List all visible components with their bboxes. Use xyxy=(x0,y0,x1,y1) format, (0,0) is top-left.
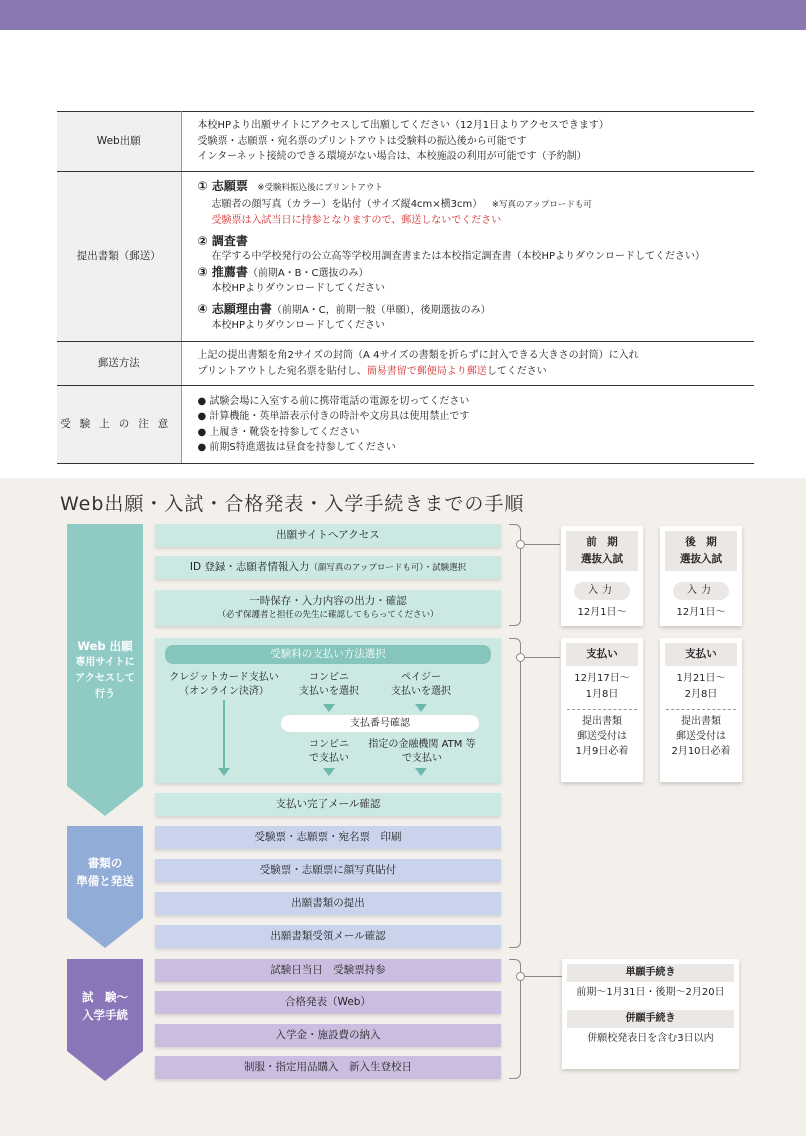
atm-pay: 指定の金融機関 ATM 等 で支払い xyxy=(368,739,476,764)
step-result: 合格発表（Web） xyxy=(155,991,501,1014)
doc3-line: 本校HPよりダウンロードしてください xyxy=(211,283,386,295)
step-received-mail: 出願書類受領メール確認 xyxy=(155,925,501,948)
doc2-line: 在学する中学校発行の公立高等学校用調査書または本校指定調査書（本校HPよりダウンロードしてください） xyxy=(211,251,706,263)
mail-line-2-red: 簡易書留で郵便局より郵送 xyxy=(366,365,487,377)
web-line-2: 受験票・志願票・宛名票のプリントアウトは受験料の振込後から可能です xyxy=(197,135,527,147)
row-web xyxy=(57,112,754,172)
step-submit: 出願書類の提出 xyxy=(155,892,501,915)
conv-option: コンビニ 支払いを選択 xyxy=(299,672,359,697)
phase-docs-label: 書類の 準備と発送 xyxy=(76,856,134,888)
note-item: ● 試験会場に入室する前に携帯電話の電源を切ってください xyxy=(197,395,470,407)
card-late-input: 後 期 選抜入試 入力 12月1日〜 xyxy=(660,526,742,626)
atm-pay-arrow xyxy=(415,768,427,776)
payment-header: 受験料の支払い方法選択 xyxy=(165,645,491,664)
combined-app-title: 併願手続き xyxy=(567,1010,734,1028)
step-payment-mail: 支払い完了メール確認 xyxy=(155,793,501,816)
mail-line-2a: プリントアウトした宛名票を貼付し、 xyxy=(197,365,367,377)
note-item: ● 前期S特進選抜は昼食を持参してください xyxy=(197,442,396,453)
card-early-input: 前 期 選抜入試 入力 12月1日〜 xyxy=(561,526,643,626)
card-enrollment xyxy=(562,959,739,1069)
note-item: ● 計算機能・英単語表示付きの時計や文房具は使用禁止です xyxy=(197,411,470,422)
note-item: ● 上履き・靴袋を持参してください xyxy=(197,426,360,438)
row-head-notes: 受験上の注意 xyxy=(57,386,181,464)
phase-web-label: Web 出願 専用サイトに アクセスして 行う xyxy=(67,621,143,703)
bracket-payment xyxy=(509,638,521,948)
credit-arrow-head xyxy=(218,768,230,776)
single-app-deadline: 前期〜1月31日・後期〜2月20日 xyxy=(576,987,725,998)
connector-line xyxy=(525,544,560,545)
flow-title: Web出願・入試・合格発表・入学手続きまでの手順 xyxy=(60,493,525,515)
doc2-title: ② 調査書 xyxy=(197,233,248,248)
input-date: 12月1日〜 xyxy=(577,607,627,618)
payment-code-confirm: 支払番号確認 xyxy=(281,715,479,732)
flow-section xyxy=(0,478,806,1136)
step-print: 受験票・志願票・宛名票 印刷 xyxy=(155,826,501,849)
single-app-title: 単願手続き xyxy=(567,964,734,982)
row-head-mail: 郵送方法 xyxy=(57,342,181,386)
conv-arrow xyxy=(323,704,335,712)
card-late-payment: 支払い 1月21日〜 2月8日 提出書類 郵送受付は 2月10日必着 xyxy=(660,638,742,782)
doc4-line: 本校HPよりダウンロードしてください xyxy=(211,320,386,332)
doc1-note: ※受験料振込後にプリントアウト xyxy=(257,183,383,194)
top-color-bar xyxy=(0,0,806,30)
input-pill: 入力 xyxy=(673,582,729,600)
doc4-sub: （前期A・C，前期一般（単願），後期選抜のみ） xyxy=(271,304,491,316)
conv-pay-arrow xyxy=(323,768,335,776)
input-date: 12月1日〜 xyxy=(676,607,726,618)
doc1-note2: ※写真のアップロードも可 xyxy=(491,199,592,210)
web-line-1: 本校HPより出願サイトにアクセスして出願してください（12月1日よりアクセスできます） xyxy=(197,120,609,132)
doc1-warning: 受験票は入試当日に持参となりますので、郵送しないでください xyxy=(211,215,502,227)
connector-dot xyxy=(516,653,525,662)
row-head-web: Web出願 xyxy=(57,112,181,172)
row-mail xyxy=(57,342,754,386)
mail-line-2b: してください xyxy=(486,365,547,377)
doc3-sub: （前期A・B・C選抜のみ） xyxy=(247,267,369,279)
step-save-confirm: 一時保存・入力内容の出力・確認 （必ず保護者と担任の先生に確認してもらってください） xyxy=(155,590,501,626)
step-uniform: 制服・指定用品購入 新入生登校日 xyxy=(155,1056,501,1079)
step-register: ID 登録・志願者情報入力（顔写真のアップロードも可）・試験選択 xyxy=(155,556,501,579)
connector-dot xyxy=(516,540,525,549)
mail-line-1: 上記の提出書類を角2サイズの封筒（A 4サイズの書類を折らずに封入できる大きさの封筒）に入れ xyxy=(197,350,639,361)
payeasy-option: ペイジー 支払いを選択 xyxy=(391,672,451,697)
connector-dot xyxy=(516,972,525,981)
conv-pay: コンビニ で支払い xyxy=(309,739,349,764)
combined-app-deadline: 併願校発表日を含む3日以内 xyxy=(587,1033,714,1044)
doc4-title: ④ 志願理由書 xyxy=(197,301,272,316)
row-docs xyxy=(57,172,754,342)
info-table xyxy=(57,111,754,464)
doc1-title: ① 志願票 xyxy=(197,179,248,194)
phase-exam-label: 試 験〜 入学手続 xyxy=(82,990,128,1022)
phase-web-title: Web 出願 xyxy=(77,639,133,653)
payment-box xyxy=(155,638,501,783)
doc1-line: 志願者の顔写真（カラー）を貼付（サイズ縦4cm×横3cm） xyxy=(211,198,483,210)
web-line-3: インターネット接続のできる環境がない場合は、本校施設の利用が可能です（予約制） xyxy=(197,151,587,163)
step-exam-day: 試験日当日 受験票持参 xyxy=(155,959,501,982)
step-access-site: 出願サイトへアクセス xyxy=(155,524,501,547)
payeasy-arrow xyxy=(415,704,427,712)
step-photo: 受験票・志願票に顔写真貼付 xyxy=(155,859,501,882)
row-head-docs: 提出書類（郵送） xyxy=(57,172,181,342)
credit-option: クレジットカード支払い （オンライン決済） xyxy=(169,672,279,697)
card-early-payment: 支払い 12月17日〜 1月8日 提出書類 郵送受付は 1月9日必着 xyxy=(561,638,643,782)
credit-arrow-line xyxy=(223,700,225,770)
connector-line xyxy=(525,657,560,658)
step-fee: 入学金・施設費の納入 xyxy=(155,1024,501,1047)
doc3-title: ③ 推薦書 xyxy=(197,264,248,279)
connector-line xyxy=(525,976,562,977)
row-notes xyxy=(57,386,754,464)
input-pill: 入力 xyxy=(574,582,630,600)
